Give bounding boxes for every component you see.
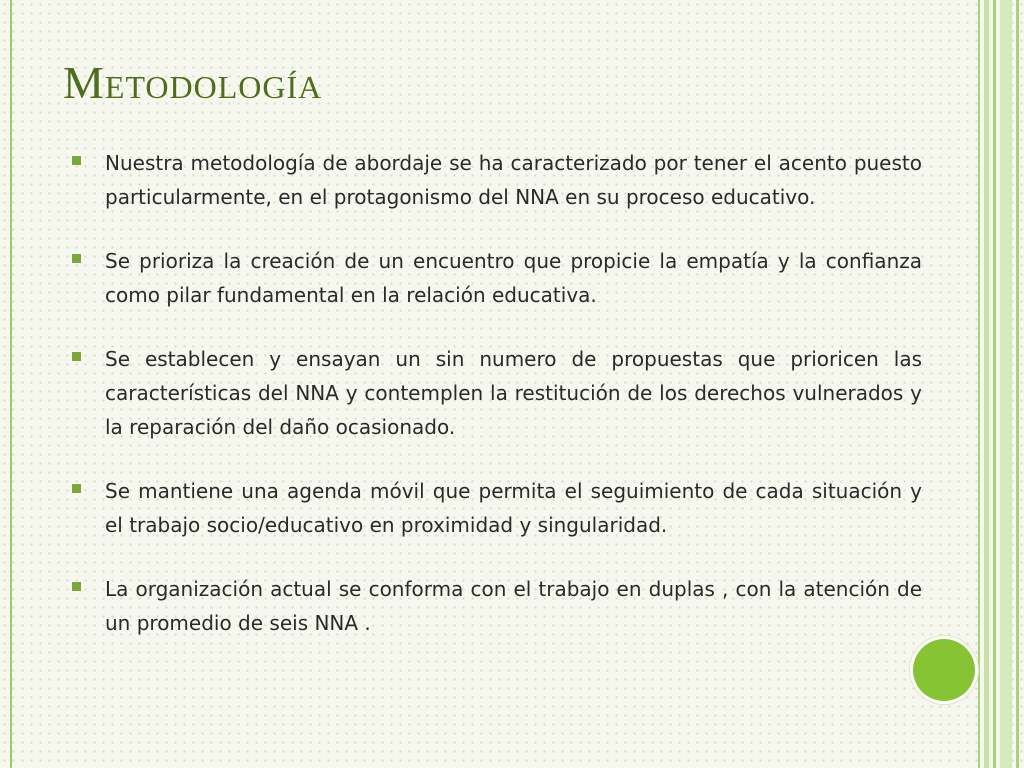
bullet-item	[72, 474, 922, 542]
square-bullet-icon	[72, 352, 81, 361]
stripe	[1000, 0, 1012, 768]
bullet-item	[72, 146, 922, 214]
square-bullet-icon	[72, 254, 81, 263]
decorative-stripes	[978, 0, 1024, 768]
stripe	[984, 0, 989, 768]
slide-title: Metodología	[63, 57, 323, 108]
square-bullet-icon	[72, 582, 81, 591]
square-bullet-icon	[72, 156, 81, 165]
bullet-text: Se establecen y ensayan un sin numero de propuestas que prioricen las características del NNA y contemplen la restitución de los derechos vulnerados y la reparación del daño ocasionado.	[105, 347, 922, 439]
bullet-text: La organización actual se conforma con el trabajo en duplas , con la atención de un promedio de seis NNA .	[105, 577, 922, 635]
square-bullet-icon	[72, 484, 81, 493]
bullet-text: Nuestra metodología de abordaje se ha caracterizado por tener el acento puesto particularmente, en el protagonismo del NNA en su proceso educativo.	[105, 151, 922, 209]
bullet-item	[72, 342, 922, 444]
decorative-green-circle	[913, 639, 975, 701]
left-border-line	[10, 0, 12, 768]
stripe	[993, 0, 996, 768]
bullet-text: Se mantiene una agenda móvil que permita el seguimiento de cada situación y el trabajo socio/educativo en proximidad y singularidad.	[105, 479, 922, 537]
bullet-list	[72, 146, 922, 670]
bullet-item	[72, 572, 922, 640]
stripe	[1016, 0, 1019, 768]
stripe	[978, 0, 980, 768]
bullet-item	[72, 244, 922, 312]
bullet-text: Se prioriza la creación de un encuentro que propicie la empatía y la confianza como pilar fundamental en la relación educativa.	[105, 249, 922, 307]
